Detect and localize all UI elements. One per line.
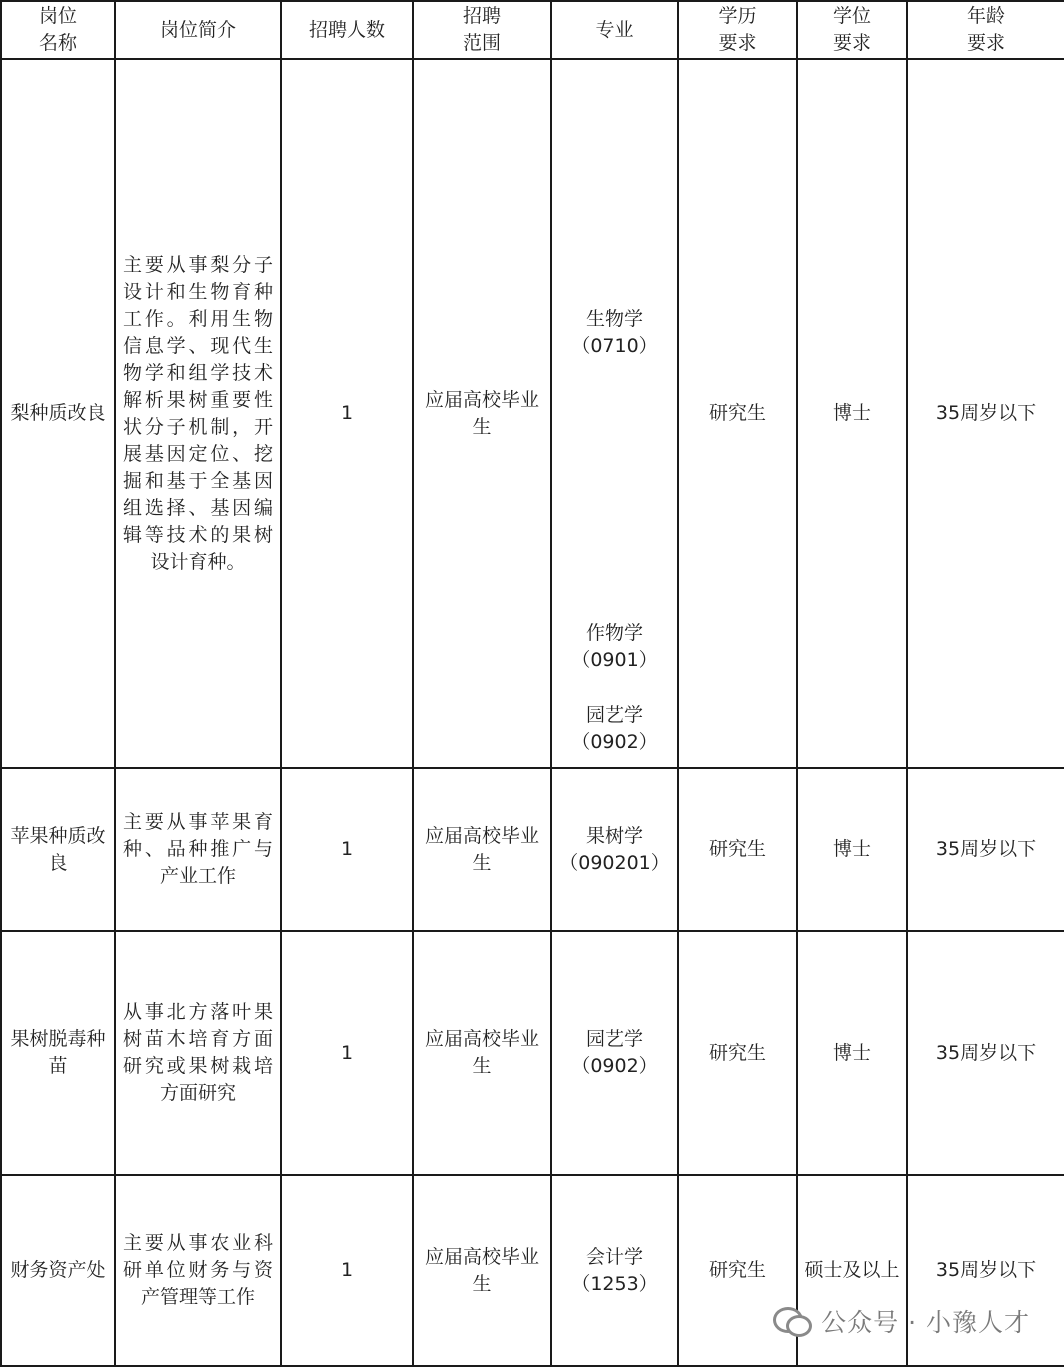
- recruit-scope: 应届高校毕业生: [413, 1175, 551, 1366]
- degree-req: 博士: [797, 59, 907, 768]
- position-desc: 主要从事苹果育种、品种推广与产业工作: [115, 768, 281, 931]
- position-name: 苹果种质改良: [1, 768, 115, 931]
- watermark: [773, 1303, 1030, 1339]
- degree-req: 博士: [797, 768, 907, 931]
- degree-req: 硕士及以上: [797, 1175, 907, 1366]
- recruit-scope: 应届高校毕业生: [413, 768, 551, 931]
- education-req: 研究生: [678, 1175, 797, 1366]
- table-row: [1, 59, 1064, 768]
- major-item: 生物学 （0710）: [571, 308, 658, 357]
- header-count: 招聘人数: [281, 1, 413, 59]
- major-item: 作物学 （0901）: [571, 622, 658, 671]
- header-degree: 学位 要求: [797, 1, 907, 59]
- age-req: 35周岁以下: [907, 768, 1064, 931]
- header-row: [1, 1, 1064, 59]
- major-item: 园艺学 （0902）: [551, 931, 678, 1175]
- recruit-count: 1: [281, 1175, 413, 1366]
- degree-req: 博士: [797, 931, 907, 1175]
- position-desc: 主要从事农业科研单位财务与资产管理等工作: [115, 1175, 281, 1366]
- age-req: 35周岁以下: [907, 59, 1064, 768]
- wechat-icon: [773, 1307, 809, 1335]
- position-name: 果树脱毒种苗: [1, 931, 115, 1175]
- major-item: 园艺学 （0902）: [571, 704, 658, 753]
- table-row: [1, 931, 1064, 1175]
- header-major: 专业: [551, 1, 678, 59]
- recruit-count: 1: [281, 768, 413, 931]
- position-desc: 主要从事梨分子设计和生物育种工作。利用生物信息学、现代生物学和组学技术解析果树重要性状分子机制，开展基因定位、挖掘和基于全基因组选择、基因编辑等技术的果树设计育种。: [115, 59, 281, 768]
- recruit-count: 1: [281, 59, 413, 768]
- major-item: 会计学 （1253）: [551, 1175, 678, 1366]
- education-req: 研究生: [678, 59, 797, 768]
- position-desc: 从事北方落叶果树苗木培育方面研究或果树栽培方面研究: [115, 931, 281, 1175]
- major-list: [551, 59, 678, 768]
- recruit-count: 1: [281, 931, 413, 1175]
- header-position-name: 岗位 名称: [1, 1, 115, 59]
- header-education: 学历 要求: [678, 1, 797, 59]
- age-req: 35周岁以下: [907, 1175, 1064, 1366]
- education-req: 研究生: [678, 931, 797, 1175]
- header-age: 年龄 要求: [907, 1, 1064, 59]
- education-req: 研究生: [678, 768, 797, 931]
- header-scope: 招聘 范围: [413, 1, 551, 59]
- position-name: 梨种质改良: [1, 59, 115, 768]
- recruit-scope: 应届高校毕业生: [413, 59, 551, 768]
- header-position-desc: 岗位简介: [115, 1, 281, 59]
- position-name: 财务资产处: [1, 1175, 115, 1366]
- major-item: 果树学 （090201）: [551, 768, 678, 931]
- age-req: 35周岁以下: [907, 931, 1064, 1175]
- table-row: [1, 768, 1064, 931]
- recruit-scope: 应届高校毕业生: [413, 931, 551, 1175]
- watermark-text: 公众号 · 小豫人才: [821, 1308, 1030, 1337]
